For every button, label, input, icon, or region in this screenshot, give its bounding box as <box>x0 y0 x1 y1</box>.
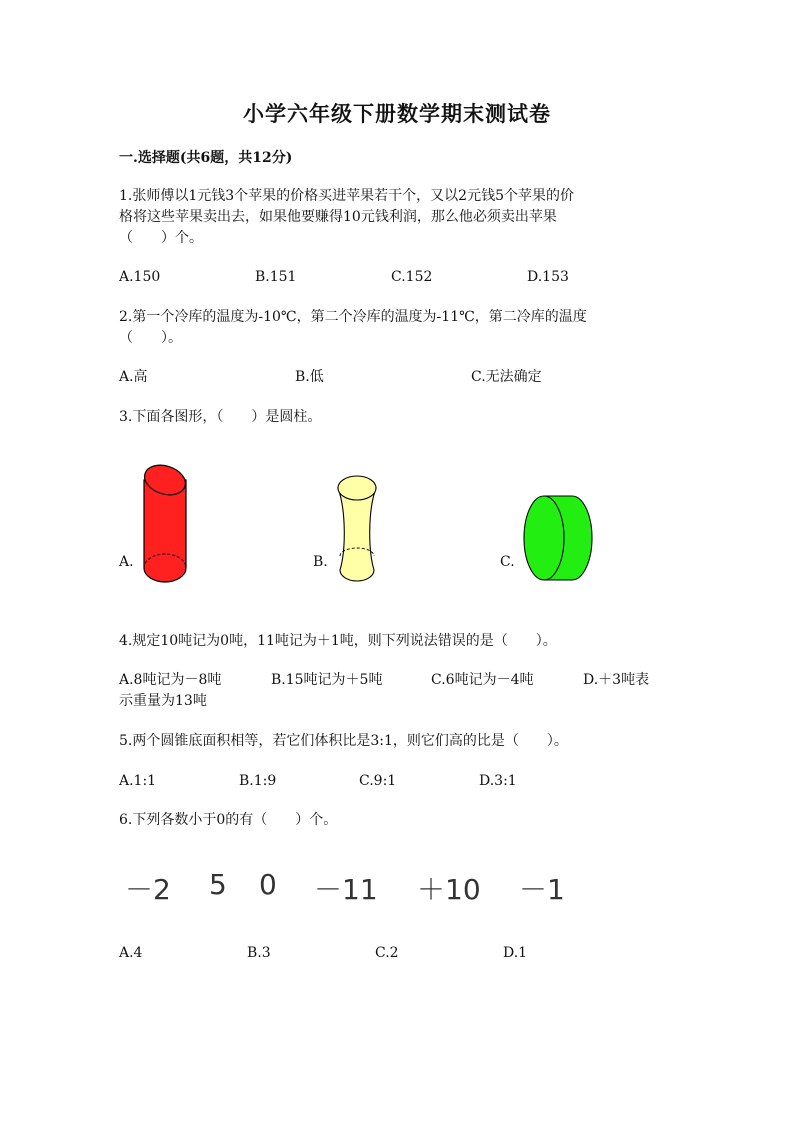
q6-option-b[interactable]: B.3 <box>247 945 271 961</box>
q2-option-a[interactable]: A.高 <box>119 369 148 385</box>
q4-option-b[interactable]: B.15吨记为＋5吨 <box>271 672 383 688</box>
q6-number-5: ＋10 <box>417 873 481 906</box>
q4-option-a[interactable]: A.8吨记为－8吨 <box>119 672 222 688</box>
q5-option-a[interactable]: A.1:1 <box>119 773 157 789</box>
q1-option-b[interactable]: B.151 <box>255 269 297 285</box>
page-title: 小学六年级下册数学期末测试卷 <box>243 101 551 126</box>
q4-option-d[interactable]: D.＋3吨表 <box>583 672 650 688</box>
q5-option-b[interactable]: B.1:9 <box>239 773 277 789</box>
q5-text: 5.两个圆锥底面积相等，若它们体积比是3:1，则它们高的比是（ ）。 <box>119 733 568 749</box>
cylinder-figure-a[interactable] <box>138 458 194 588</box>
q1-text-line3: （ ）个。 <box>119 230 203 246</box>
q6-number-4: －11 <box>314 873 378 906</box>
q6-number-6: －1 <box>519 873 565 906</box>
q3-option-c-label[interactable]: C. <box>500 554 515 570</box>
q6-option-a[interactable]: A.4 <box>119 945 143 961</box>
section-heading: 一.选择题(共6题，共12分) <box>119 150 293 166</box>
q1-option-a[interactable]: A.150 <box>119 269 161 285</box>
hourglass-figure-b[interactable] <box>332 470 382 588</box>
q2-option-c[interactable]: C.无法确定 <box>471 369 542 385</box>
q6-option-c[interactable]: C.2 <box>375 945 399 961</box>
q5-option-d[interactable]: D.3:1 <box>479 773 517 789</box>
q1-text-line1: 1.张师傅以1元钱3个苹果的价格买进苹果若干个，又以2元钱5个苹果的价 <box>119 188 574 204</box>
q6-option-d[interactable]: D.1 <box>503 945 528 961</box>
q5-option-c[interactable]: C.9:1 <box>359 773 397 789</box>
q4-option-d-wrap: 示重量为13吨 <box>119 693 207 709</box>
q2-option-b[interactable]: B.低 <box>295 369 324 385</box>
q3-option-a-label[interactable]: A. <box>119 554 134 570</box>
q3-text: 3.下面各图形，（ ）是圆柱。 <box>119 409 322 425</box>
q4-text: 4.规定10吨记为0吨，11吨记为＋1吨，则下列说法错误的是（ ）。 <box>119 633 557 649</box>
cylinder-figure-c[interactable] <box>520 493 598 583</box>
q2-text-line2: （ ）。 <box>119 330 182 346</box>
q3-option-b-label[interactable]: B. <box>313 554 328 570</box>
q1-text-line2: 格将这些苹果卖出去，如果他要赚得10元钱利润，那么他必须卖出苹果 <box>119 209 557 225</box>
q4-option-c[interactable]: C.6吨记为－4吨 <box>431 672 534 688</box>
q6-number-2: 5 <box>209 868 227 901</box>
q6-text: 6.下列各数小于0的有（ ）个。 <box>119 812 338 828</box>
q6-number-3: 0 <box>259 868 277 901</box>
q6-number-1: －2 <box>125 873 171 906</box>
q2-text-line1: 2.第一个冷库的温度为-10℃，第二个冷库的温度为-11℃，第二冷库的温度 <box>119 309 587 325</box>
q1-option-d[interactable]: D.153 <box>527 269 569 285</box>
q1-option-c[interactable]: C.152 <box>391 269 433 285</box>
